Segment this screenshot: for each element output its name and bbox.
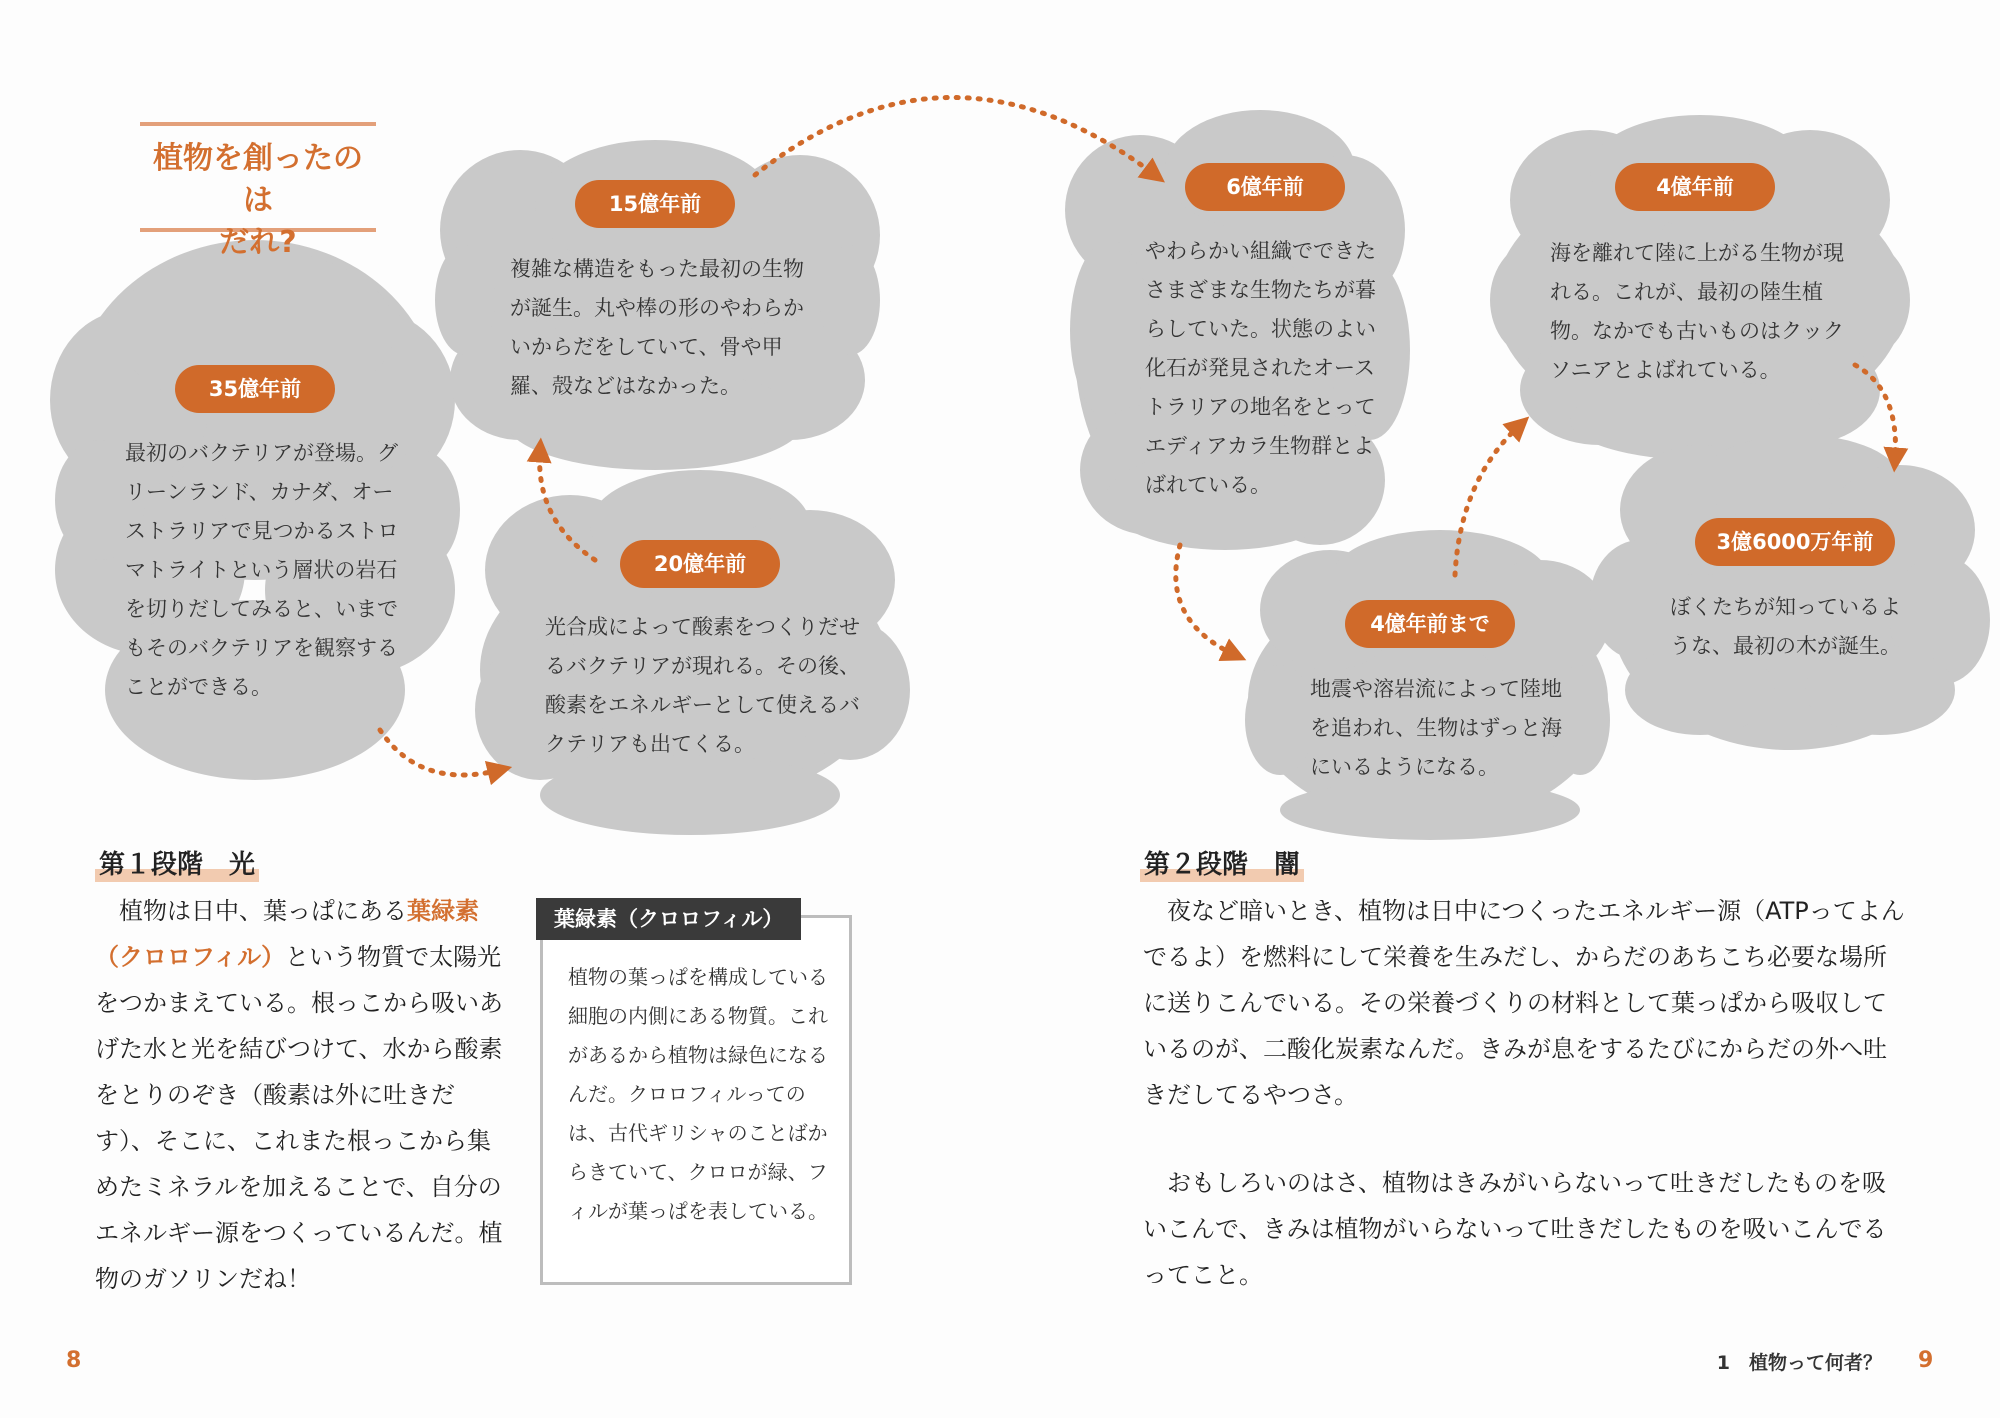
era-label-4-made: 4億年前まで: [1345, 600, 1515, 648]
heading-line-1: 植物を創ったのは: [153, 141, 363, 218]
era-label-36000: 3億6000万年前: [1695, 518, 1895, 566]
arrow-6-to-4made: [1176, 545, 1235, 655]
era-label-20: 20億年前: [620, 540, 780, 588]
era-text-35: 最初のバクテリアが登場。グリーンランド、カナダ、オーストラリアで見つかるストロマトライトという層状の岩石を切りだしてみると、いまでもそのバクテリアを観察することができる。: [125, 441, 399, 699]
era-text-4: 海を離れて陸に上がる生物が現れる。これが、最初の陸生植物。なかでも古いものはクックソニアとよばれている。: [1550, 241, 1844, 382]
era-text-20: 光合成によって酸素をつくりだせるバクテリアが現れる。その後、酸素をエネルギーとして使えるバクテリアも出てくる。: [545, 615, 860, 756]
stage2-title: 第２段階 闇: [1140, 848, 1304, 882]
era-text-15: 複雑な構造をもった最初の生物が誕生。丸や棒の形のやわらかいからだをしていて、骨や甲羅、殻などはなかった。: [510, 257, 804, 398]
stage1-text-1: 植物は日中、葉っぱにある: [119, 897, 407, 925]
era-label-35: 35億年前: [175, 365, 335, 413]
era-text-36000: ぼくたちが知っているような、最初の木が誕生。: [1670, 595, 1901, 658]
stage2-paragraph-2: おもしろいのはさ、植物はきみがいらないって吐きだしたものを吸いこんで、きみは植物がいらないって吐きだしたものを吸いこんでるってこと。: [1143, 1169, 1887, 1289]
running-title: 1 植物って何者？: [1716, 1352, 1882, 1374]
page-number-right: 9: [1918, 1348, 1934, 1373]
heading-line-2: だれ?: [219, 225, 297, 260]
sidebar-title: 葉緑素（クロロフィル）: [536, 898, 801, 940]
stage1-text-2: という物質で太陽光をつかまえている。根っこから吸いあげた水と光を結びつけて、水から酸素をとりのぞき（酸素は外に吐きだす）、そこに、これまた根っこから集めたミネラルを加えることで、自分のエネルギー源をつくっているんだ。植物のガソリンだね！: [95, 943, 503, 1293]
era-label-15: 15億年前: [575, 180, 735, 228]
page-heading: [140, 122, 376, 260]
stage2-paragraph-1: 夜など暗いとき、植物は日中につくったエネルギー源（ATPってよんでるよ）を燃料にして栄養を生みだし、からだのあちこち必要な場所に送りこんでいる。その栄養づくりの材料として葉っぱから吸収しているのが、二酸化炭素なんだ。きみが息をするたびにからだの外へ吐きだしてるやつさ。: [1143, 897, 1905, 1109]
era-text-4-made: 地震や溶岩流によって陸地を追われ、生物はずっと海にいるようになる。: [1310, 677, 1562, 779]
stage1-body: [95, 888, 505, 1302]
sidebar-text: 植物の葉っぱを構成している細胞の内側にある物質。これがあるから植物は緑色になるんだ。クロロフィルってのは、古代ギリシャのことばからきていて、クロロが緑、フィルが葉っぱを表している。: [568, 965, 828, 1223]
stage1-title: 第１段階 光: [95, 848, 259, 882]
era-text-6: やわらかい組織でできたさまざまな生物たちが暮らしていた。状態のよい化石が発見されたオーストラリアの地名をとってエディアカラ生物群とよばれている。: [1145, 239, 1376, 497]
era-label-4: 4億年前: [1615, 163, 1775, 211]
page-number-left: 8: [66, 1348, 82, 1373]
stage1-highlight-term: 葉緑素（クロロフィル）: [95, 897, 479, 971]
era-label-6: 6億年前: [1185, 163, 1345, 211]
